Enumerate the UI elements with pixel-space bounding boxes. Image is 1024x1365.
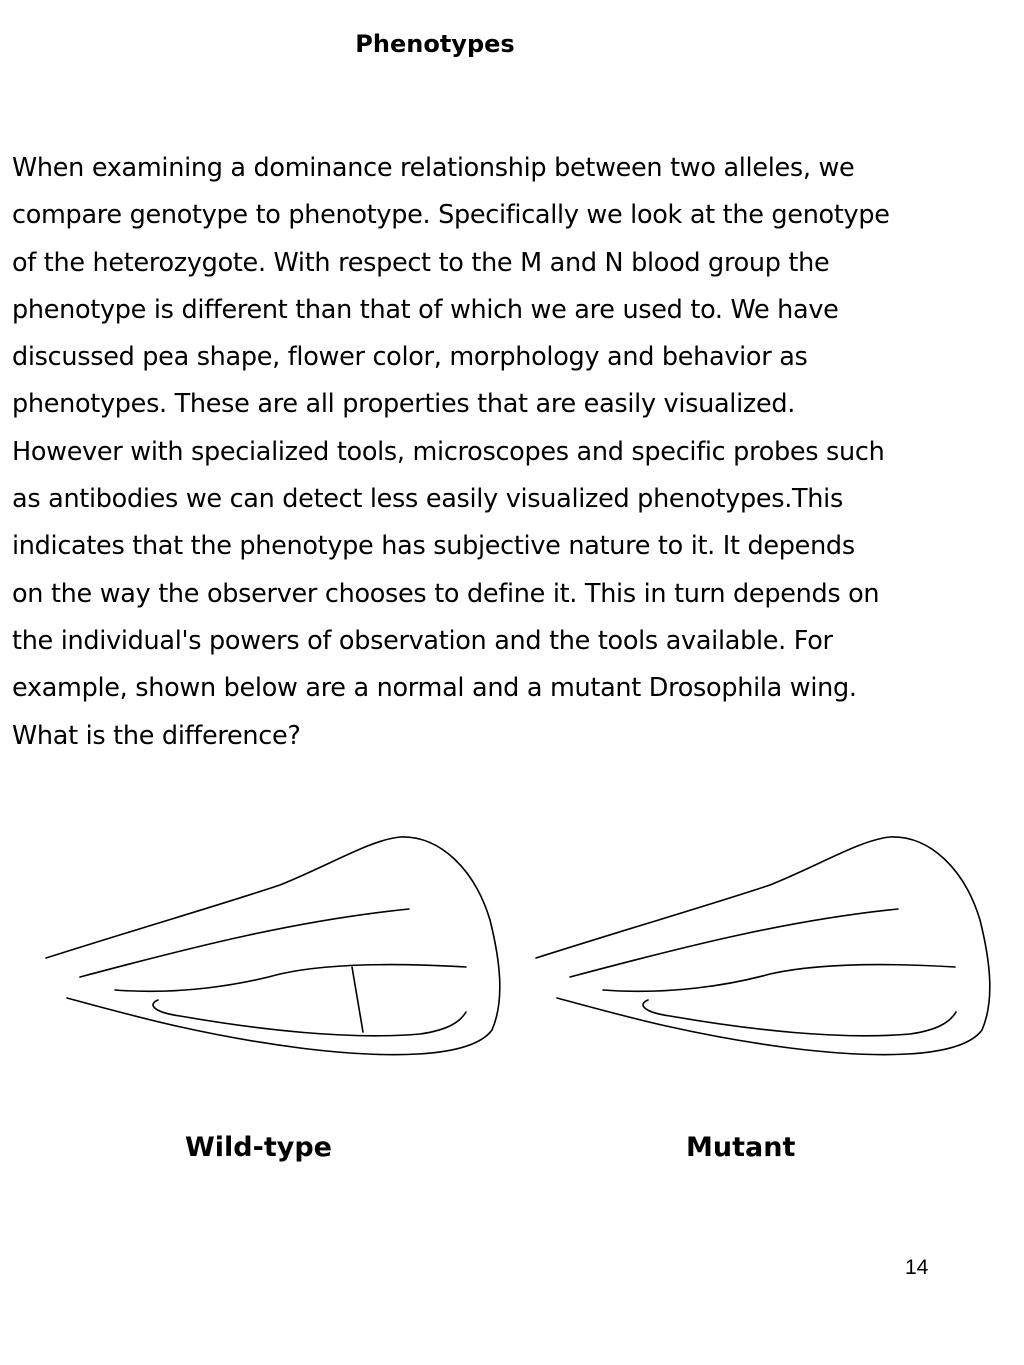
paragraph-line: However with specialized tools, microscopes and specific probes such [12, 436, 885, 467]
paragraph-line: compare genotype to phenotype. Specifically we look at the genotype [12, 200, 890, 231]
body-paragraph [12, 145, 1012, 760]
paragraph-line: What is the difference? [12, 720, 301, 751]
wing-outline [536, 837, 990, 1055]
paragraph-line: indicates that the phenotype has subjective nature to it. It depends [12, 531, 855, 562]
wild-type-wing [46, 837, 500, 1055]
wing-vein-costal [80, 909, 409, 977]
page-number: 14 [905, 1256, 929, 1279]
paragraph-line: on the way the observer chooses to define it. This in turn depends on [12, 578, 880, 609]
paragraph-line: phenotype is different than that of which we are used to. We have [12, 294, 839, 325]
wing-vein-radial [115, 965, 466, 992]
paragraph-line: discussed pea shape, flower color, morphology and behavior as [12, 342, 808, 373]
wing-vein-costal [570, 909, 898, 977]
wild-type-label: Wild-type [185, 1132, 332, 1163]
page-title: Phenotypes [355, 30, 515, 58]
wing-vein-radial [603, 965, 955, 992]
paragraph-line: When examining a dominance relationship between two alleles, we [12, 153, 855, 183]
paragraph-line: as antibodies we can detect less easily visualized phenotypes.This [12, 484, 843, 515]
wing-outline [46, 837, 500, 1055]
wing-figure [0, 820, 1024, 1060]
paragraph-line: phenotypes. These are all properties that are easily visualized. [12, 389, 796, 420]
wing-crossvein [352, 967, 363, 1032]
paragraph-line: the individual's powers of observation and the tools available. For [12, 625, 833, 656]
paragraph-line: of the heterozygote. With respect to the M and N blood group the [12, 247, 830, 278]
mutant-label: Mutant [686, 1132, 796, 1163]
paragraph-line: example, shown below are a normal and a mutant Drosophila wing. [12, 673, 857, 704]
mutant-wing [536, 837, 990, 1055]
